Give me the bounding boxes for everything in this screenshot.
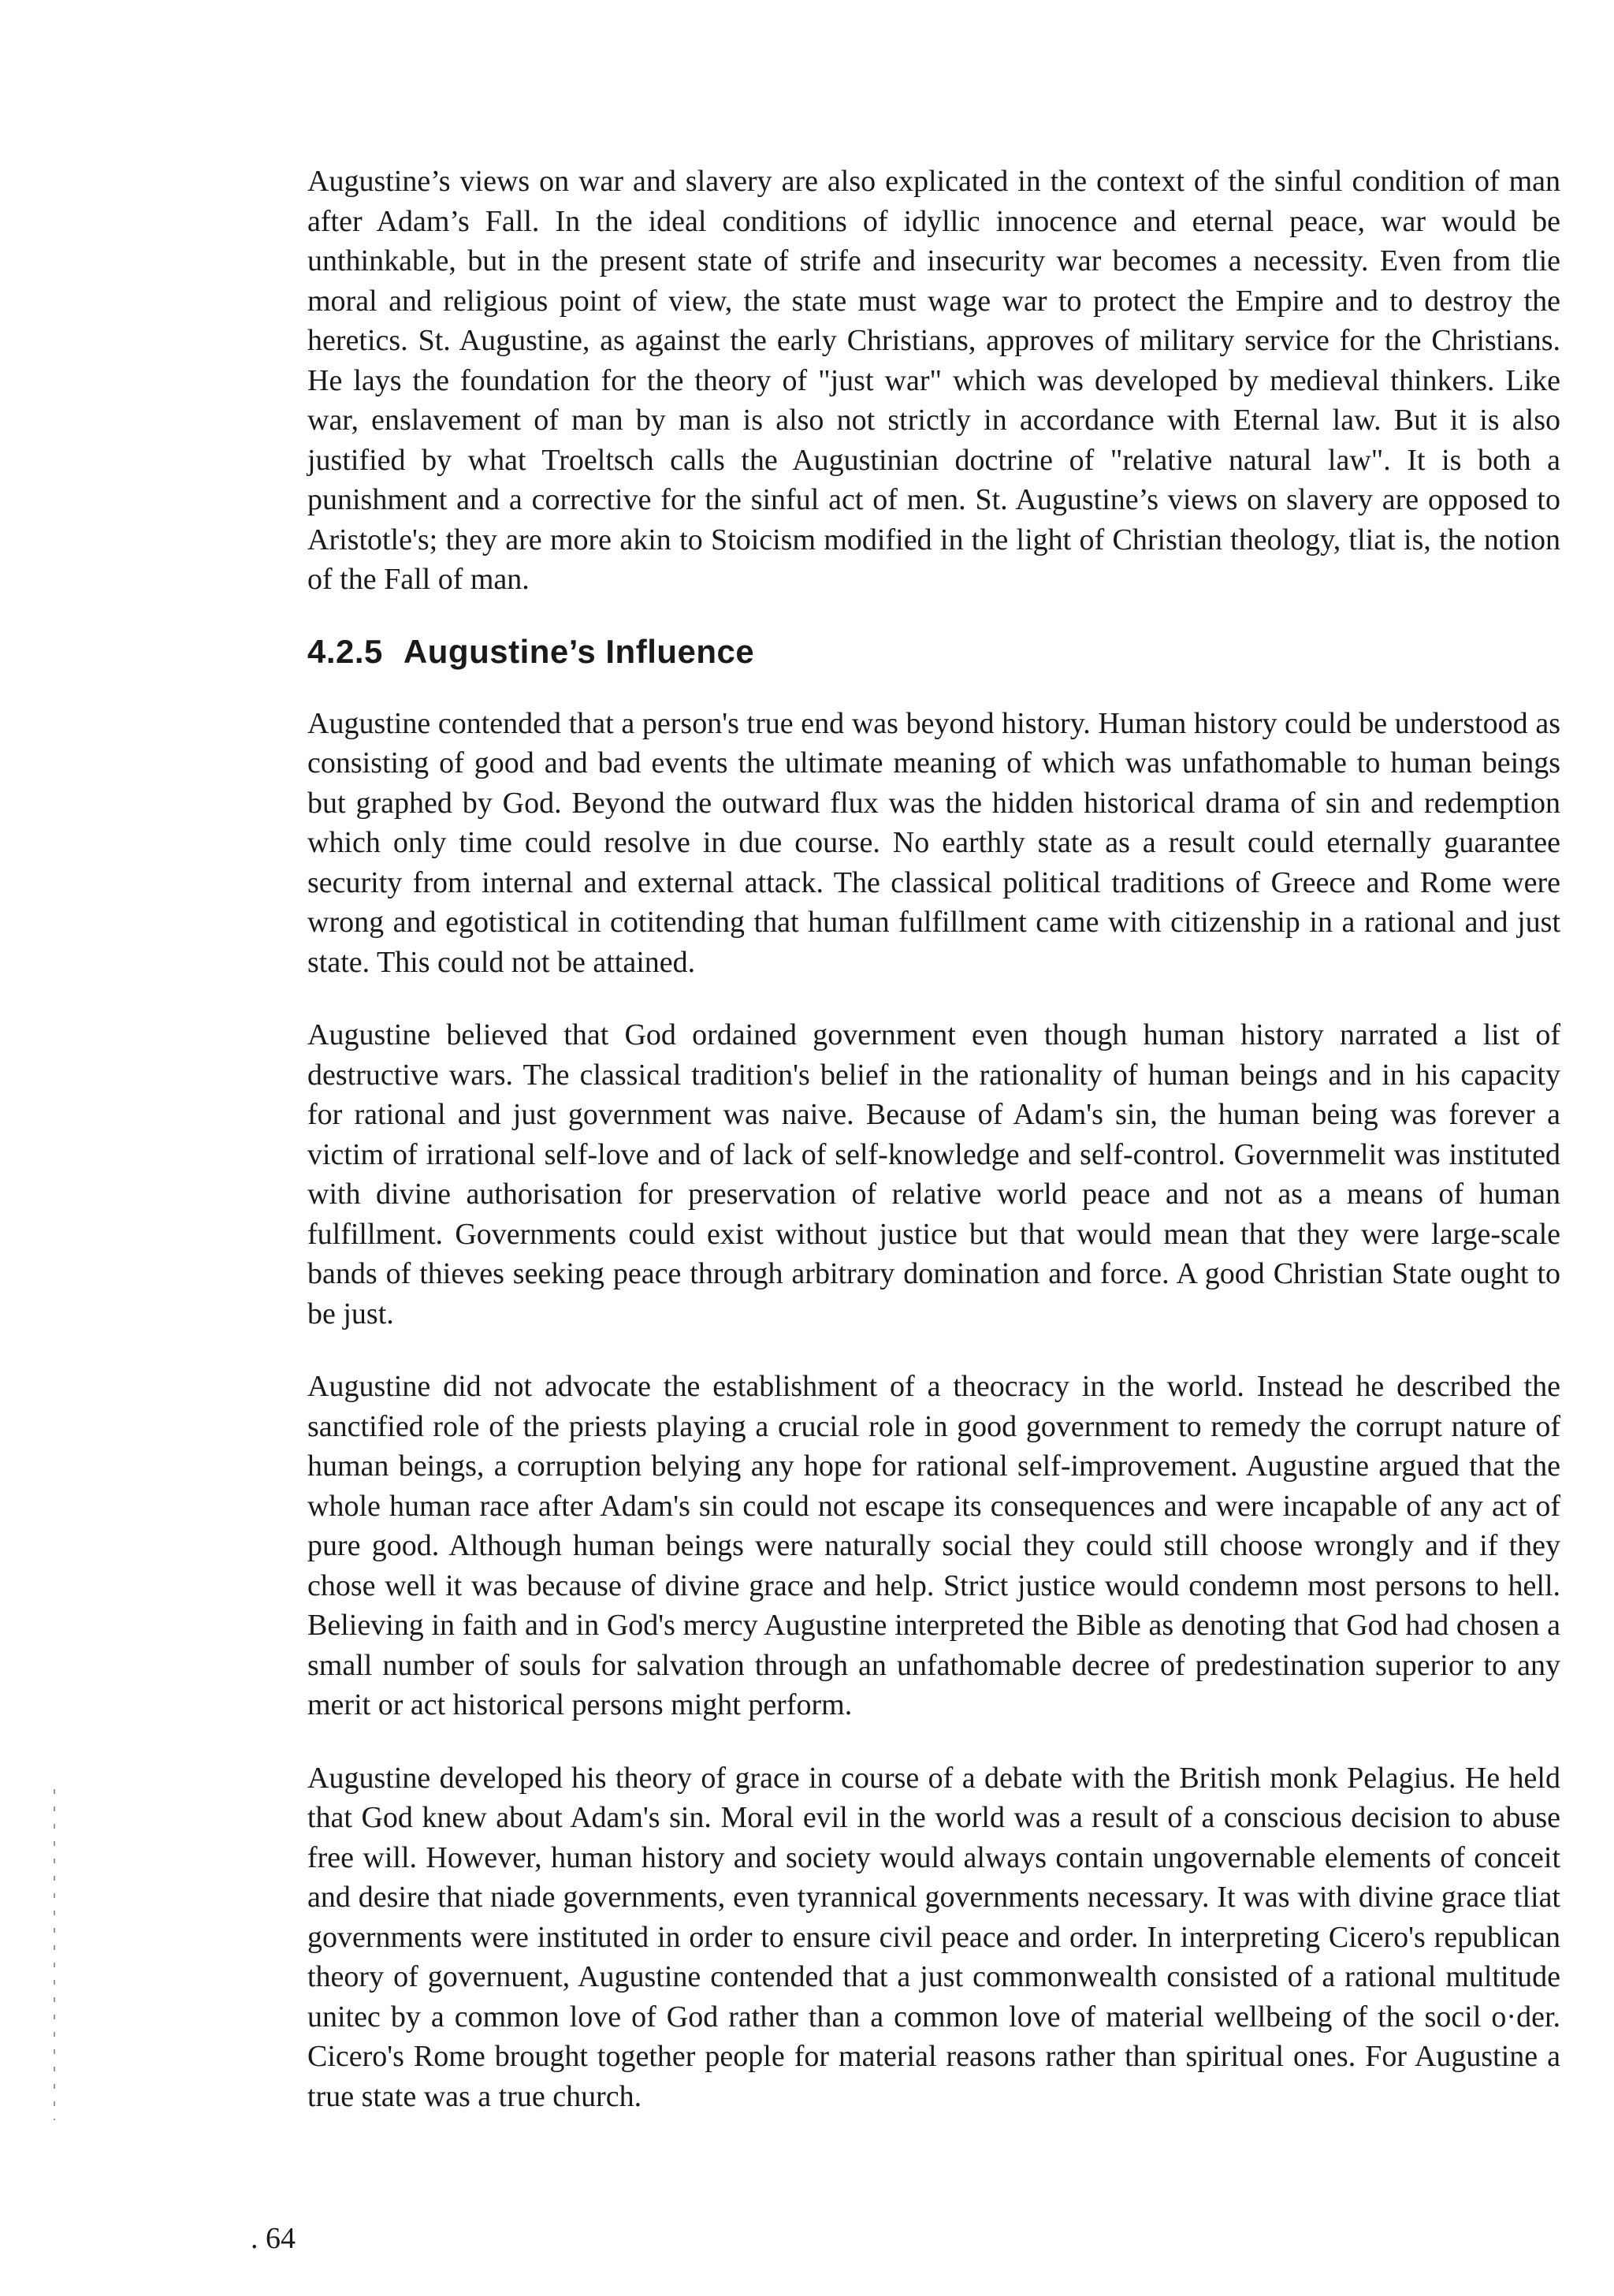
paragraph-government-ordained: Augustine believed that God ordained government even though human history narrated a list of destructive wars. The classical tradition's belief in the rationality of human beings and in his capacity for rational and just government was naive. Because of Adam's sin, the human being was forever a victim of irrational self-love and of lack of self-knowledge and self-control. Governmelit was instituted with divine authorisation for preservation of relative world peace and not as a means of human fulfillment. Governments could exist without justice but that would mean that they were large-scale bands of thieves seeking peace through arbitrary domination and force. A good Christian State ought to be just. (307, 1018, 1560, 1330)
section-heading (307, 630, 1560, 674)
scan-margin-mark (54, 1789, 55, 2120)
page-number: . 64 (251, 2222, 296, 2255)
paragraph-theocracy: Augustine did not advocate the establishment of a theocracy in the world. Instead he described the sanctified role of the priests playing a crucial role in good government to remedy the corrupt nature of human beings, a corruption belying any hope for rational self-improvement. Augustine argued that the whole human race after Adam's sin could not escape its consequences and were incapable of any act of pure good. Although human beings were naturally social they could still choose wrongly and if they chose well it was because of divine grace and help. Strict justice would condemn most persons to hell. Believing in faith and in God's mercy Augustine interpreted the Bible as denoting that God had chosen a small number of souls for salvation through an unfathomable decree of predestination superior to any merit or act historical persons might perform. (307, 1370, 1560, 1721)
paragraph-war-slavery: Augustine’s views on war and slavery are also explicated in the context of the sinful condition of man after Adam’s Fall. In the ideal conditions of idyllic innocence and eternal peace, war would be unthinkable, but in the present state of strife and insecurity war becomes a necessity. Even from tlie moral and religious point of view, the state must wage war to protect the Empire and to destroy the heretics. St. Augustine, as against the early Christians, approves of military service for the Christians. He lays the foundation for the theory of "just war" which was developed by medieval thinkers. Like war, enslavement of man by man is also not strictly in accordance with Eternal law. But it is also justified by what Troeltsch calls the Augustinian doctrine of "relative natural law". It is both a punishment and a corrective for the sinful act of men. St. Augustine’s views on slavery are opposed to Aristotle's; they are more akin to Stoicism modified in the light of Christian theology, tliat is, the notion of the Fall of man. (307, 165, 1560, 596)
page-content (307, 162, 1560, 2116)
paragraph-true-end: Augustine contended that a person's true end was beyond history. Human history could be understood as consisting of good and bad events the ultimate meaning of which was unfathomable to human beings but graphed by God. Beyond the outward flux was the hidden historical drama of sin and redemption which only time could resolve in due course. No earthly state as a result could eternally guarantee security from internal and external attack. The classical political traditions of Greece and Rome were wrong and egotistical in cotitending that human fulfillment came with citizenship in a rational and just state. This could not be attained. (307, 706, 1560, 979)
paragraph-grace-pelagius: Augustine developed his theory of grace in course of a debate with the British monk Pelagius. He held that God knew about Adam's sin. Moral evil in the world was a result of a conscious decision to abuse free will. However, human history and society would always contain ungovernable elements of conceit and desire that niade governments, even tyrannical governments necessary. It was with divine grace tliat governments were instituted in order to ensure civil peace and order. In interpreting Cicero's republican theory of governuent, Augustine contended that a just commonwealth consisted of a rational multitude unitec by a common love of God rather than a common love of material wellbeing of the socil o·der. Cicero's Rome brought together people for material reasons rather than spiritual ones. For Augustine a true state was a true church. (307, 1761, 1560, 2113)
section-title: Augustine’s Influence (403, 632, 755, 670)
section-number: 4.2.5 (307, 632, 383, 670)
